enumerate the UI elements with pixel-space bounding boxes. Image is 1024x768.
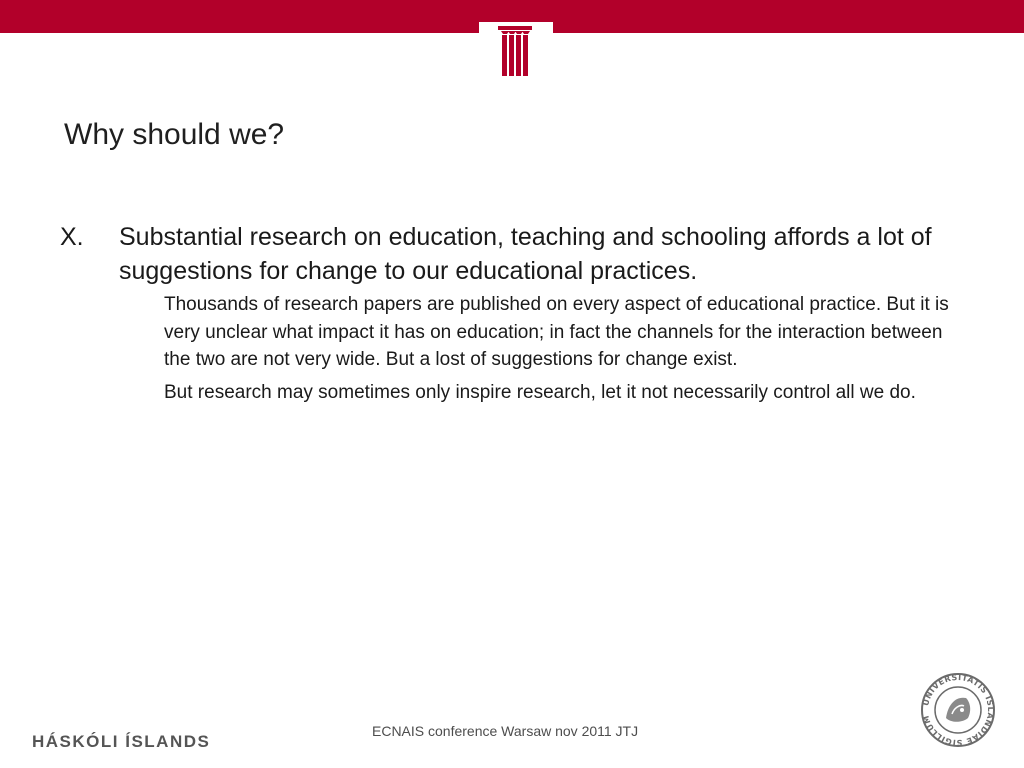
list-marker: X. xyxy=(60,223,84,251)
svg-text:UNIVERSITATIS ISLANDIAE SIGILL: UNIVERSITATIS ISLANDIAE SIGILLUM xyxy=(921,672,996,748)
content-list xyxy=(60,220,960,411)
main-point: Substantial research on education, teaching and schooling affords a lot of suggestions for change to our educational practices. xyxy=(119,223,932,285)
sub-list xyxy=(164,291,964,406)
university-logo xyxy=(479,22,553,86)
sub-point: Thousands of research papers are published on every aspect of educational practice. But it is very unclear what impact it has on education; in fact the channels for the interaction between the two are not very wide. But a lost of suggestions for change exist. xyxy=(164,294,949,370)
footer-caption: ECNAIS conference Warsaw nov 2011 JTJ xyxy=(372,723,639,739)
slide-title: Why should we? xyxy=(64,118,285,151)
university-wordmark: HÁSKÓLI ÍSLANDS xyxy=(32,732,211,751)
columns-icon xyxy=(479,22,553,86)
sub-point: But research may sometimes only inspire research, let it not necessarily control all we do. xyxy=(164,381,916,403)
university-seal-icon xyxy=(920,672,996,748)
